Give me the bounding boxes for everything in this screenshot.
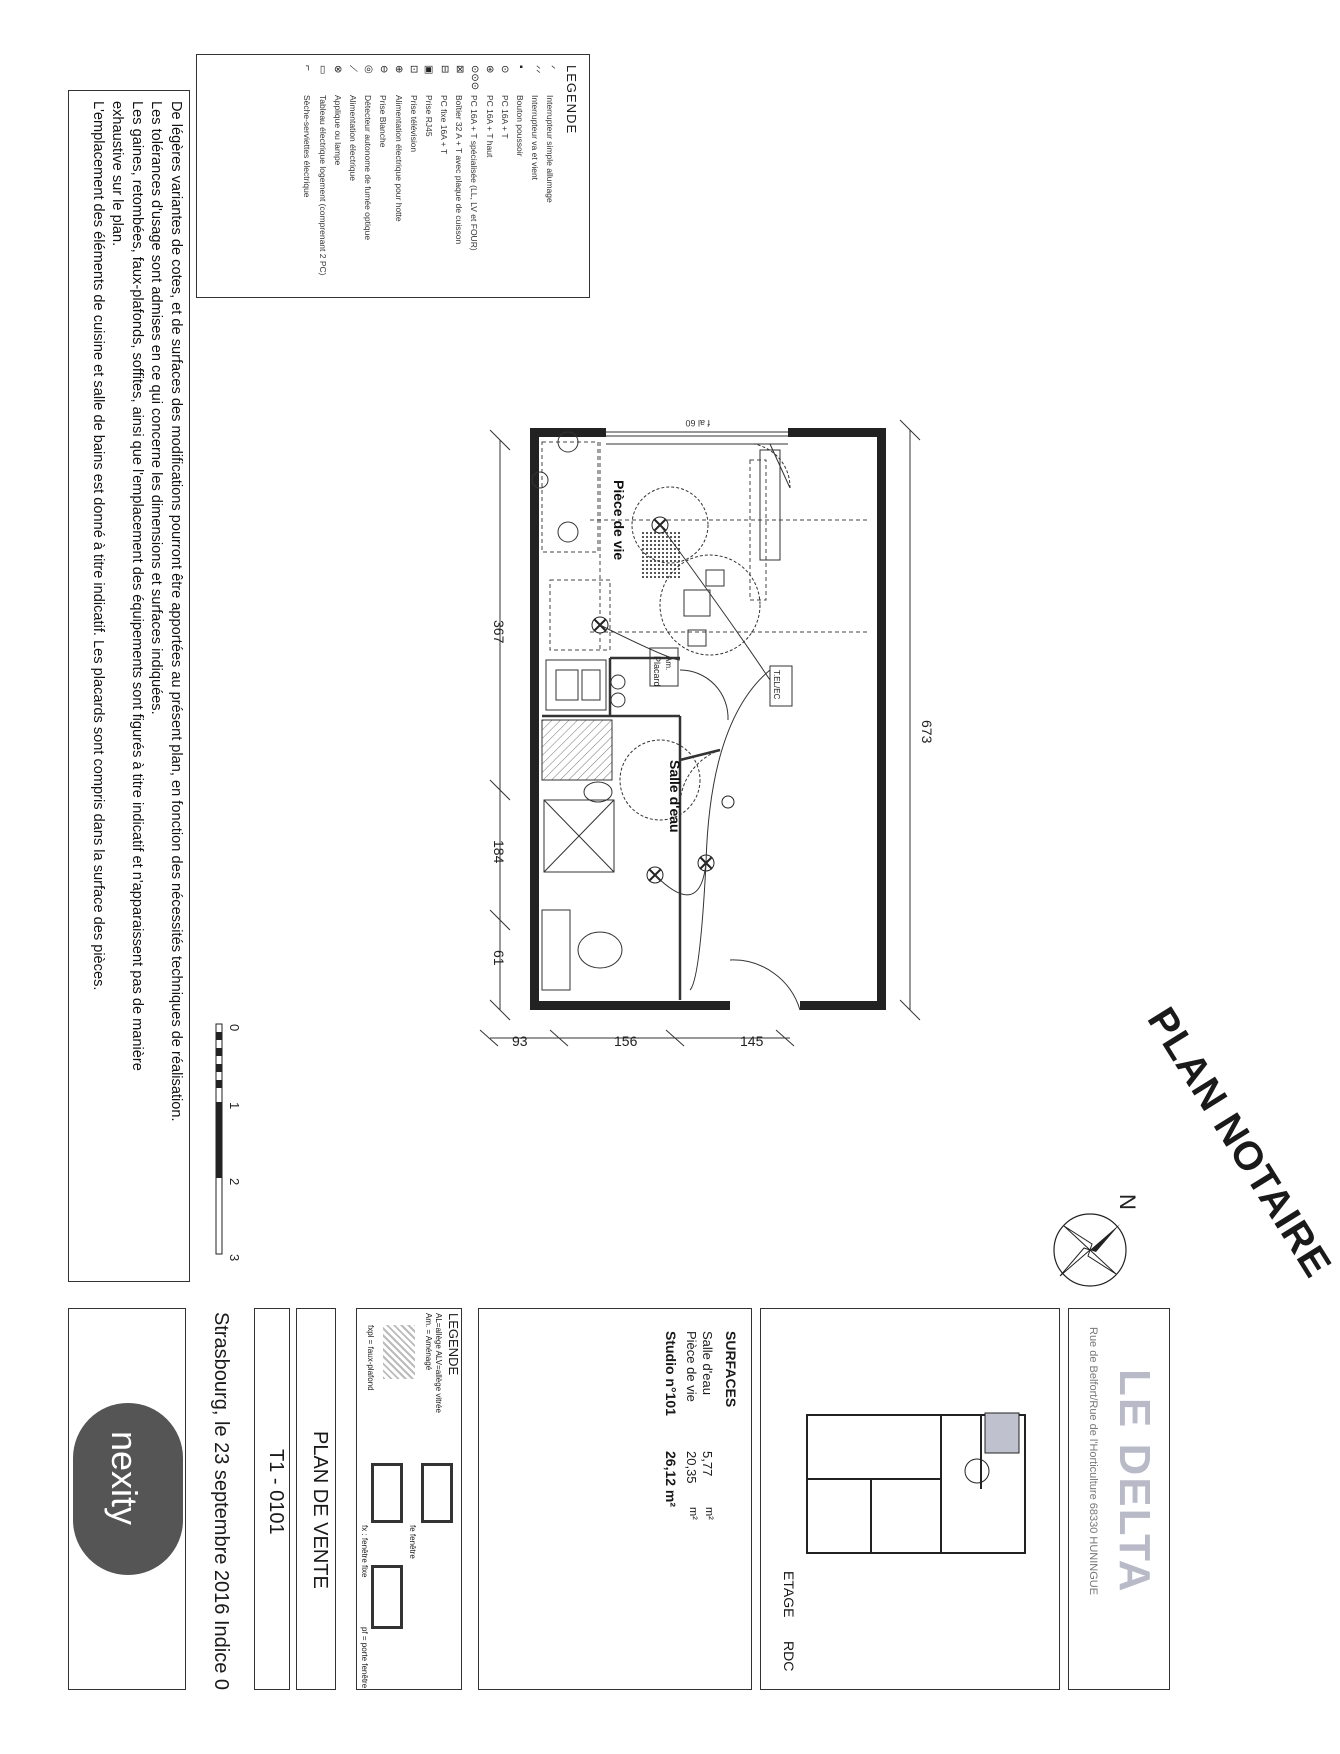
false-ceiling-hatch [542, 720, 612, 780]
legend-label: Prise RJ45 [423, 95, 434, 137]
false-ceiling-swatch [383, 1325, 415, 1379]
wall-south [530, 428, 539, 1010]
disclaimer-box [68, 90, 190, 1282]
disclaimer-line: Les tolérances d'usage sont admises en ce qui concerne les dimensions et surfaces indiquées. [148, 101, 165, 715]
legend2-line: fxpl = faux-plafond [366, 1325, 375, 1391]
legend-row [376, 65, 391, 289]
legend-row [330, 65, 345, 289]
legend-symbol-icon: ⊙⊙⊙ [468, 65, 480, 91]
dim-61: 61 [491, 950, 507, 966]
disclaimer-line: De légères variantes de cotes, et de surfaces des modifications pourront être apportées au présent plan, en fonction des nécessités techniques de réalisation. [168, 101, 184, 1122]
window-symbol-icon [421, 1463, 453, 1523]
fixed-window-symbol-icon [371, 1463, 403, 1523]
wall-bottom-left [530, 1001, 730, 1010]
surfaces-box [478, 1308, 752, 1690]
legend-label: Prise télévision [408, 95, 419, 153]
building-mini-plan [801, 1409, 1031, 1559]
legend-row [361, 65, 376, 289]
plan-de-vente-box [296, 1308, 336, 1690]
tel-label: T.EL/EC [772, 670, 781, 700]
dim-156: 156 [614, 1033, 638, 1049]
nexity-logo-text: nexity [104, 1431, 145, 1526]
scale-label-3: 3 [227, 1254, 242, 1262]
surface-unit: m² [687, 1507, 699, 1520]
legend-row [512, 65, 527, 289]
scale-bar [206, 1018, 246, 1268]
project-name: LE DELTA [1110, 1369, 1159, 1594]
legend-label: Alimentation électrique [347, 95, 358, 181]
legend2-title: LEGENDE [446, 1313, 461, 1376]
surface-total-name: Studio n°101 [663, 1331, 679, 1416]
legend-symbol-icon: ⊠ [453, 65, 465, 74]
legend-label: Applique ou lampe [332, 95, 343, 166]
scale-label-2: 2 [227, 1178, 242, 1186]
legend-label: PC 16A + T haut [484, 95, 495, 158]
disclaimer-line: L'emplacement des éléments de cuisine et salle de bains est donné à titre indicatif. Les placards sont compris dans la surface des pièces. [89, 101, 106, 991]
legend-symbol-icon: ⟋ [347, 65, 359, 72]
placard-sub-label: Am. [664, 656, 673, 671]
surface-name: Pièce de vie [684, 1331, 699, 1402]
window-label: f al 60 [685, 418, 710, 428]
legend2-line: Am. = Aménagé [424, 1313, 433, 1371]
reference-box [254, 1308, 290, 1690]
etage-label: ETAGE [781, 1571, 797, 1618]
legend-symbol-icon: ▣ [423, 65, 435, 75]
legend-row [497, 65, 512, 289]
wall-bottom-right [800, 1001, 886, 1010]
plan-notaire-stamp: PLAN NOTAIRE [1138, 1000, 1340, 1286]
legend-symbol-icon: ⊙ [499, 65, 511, 74]
plan-de-vente: PLAN DE VENTE [309, 1431, 331, 1589]
legend-symbol-icon: ⊛ [484, 65, 496, 74]
legend-label: Alimentation électrique pour hotte [393, 95, 404, 222]
legend-label: Tableau électrique logement (comprenant 2 PC) [317, 95, 328, 276]
french-window-symbol-icon [371, 1565, 403, 1629]
legend-panel [196, 54, 590, 298]
north-arrow-icon [1050, 1180, 1140, 1300]
legend-row [437, 65, 452, 289]
room-bath-label: Salle d'eau [667, 760, 683, 833]
legend-label: PC 16A + T [499, 95, 510, 139]
dim-145: 145 [740, 1033, 764, 1049]
dim-total: 673 [919, 720, 935, 744]
etage-value: RDC [781, 1641, 797, 1672]
legend-title: LEGENDE [564, 65, 579, 135]
legend-label: Détecteur autonome de fumée optique [363, 95, 374, 241]
dim-184: 184 [491, 840, 507, 864]
legend-symbol-icon: ▭ [317, 65, 329, 75]
surface-name: Salle d'eau [700, 1331, 715, 1395]
legend-list [300, 65, 558, 289]
dim-93: 93 [512, 1033, 528, 1049]
legend-row [482, 65, 497, 289]
legend-label: Sèche-serviettes électrique [302, 95, 313, 198]
legend-label: PC fixe 16A + T [439, 95, 450, 155]
legend-symbol-icon: ◎ [362, 65, 374, 74]
legend-row [467, 65, 482, 289]
dim-367: 367 [491, 620, 507, 644]
legend-row [300, 65, 315, 289]
surfaces-title: SURFACES [723, 1331, 739, 1408]
stamp-anchor [1138, 1000, 1340, 1286]
date-line: Strasbourg, le 23 septembre 2016 Indice 0 [210, 1312, 232, 1691]
legend2-fx: fx : fenêtre fixe [360, 1525, 369, 1578]
north-label: N [1115, 1194, 1140, 1210]
disclaimer-line: exhaustive sur le plan. [109, 101, 126, 247]
legend-symbol-icon: ⊗ [332, 65, 344, 74]
room-living-label: Pièce de vie [611, 480, 627, 561]
legend2-line: AL=allège ALV=allège vitrée [434, 1313, 443, 1413]
surface-value: 20,35 [684, 1451, 699, 1484]
project-box [1068, 1308, 1170, 1690]
legend-label: Boîtier 32 A + T avec plaque de cuisson [454, 95, 465, 245]
scale-label-1: 1 [227, 1102, 242, 1110]
wall-north [877, 428, 886, 1010]
disclaimer-line: Les gaines, retombées, faux-plafonds, soffites, ainsi que l'emplacement des équipements sont figurés à titre indicatif et n'apparaissent pas de manière [128, 101, 145, 1071]
legend-label: PC 16A + T spécialisée (LL, LV et FOUR) [469, 95, 480, 251]
legend-row [452, 65, 467, 289]
legend-symbol-icon: ⊟ [438, 65, 450, 74]
placard-label: Placard [652, 656, 662, 687]
logo-box [68, 1308, 186, 1690]
legend-row [528, 65, 543, 289]
reference: T1 - 0101 [265, 1449, 287, 1535]
legend-row [421, 65, 436, 289]
legend-label: Prise Blanche [378, 95, 389, 148]
legend2-pf: pf = porte fenêtre [360, 1627, 369, 1689]
surface-total-value: 26,12 m² [663, 1451, 679, 1508]
legend-label: Interrupteur simple allumage [545, 95, 556, 203]
wall-top-right [788, 428, 886, 437]
surface-value: 5,77 [700, 1451, 715, 1477]
legend-secondary-box [356, 1308, 462, 1690]
legend-row [543, 65, 558, 289]
legend-row [315, 65, 330, 289]
legend-symbol-icon: ᐟᐟ [529, 65, 541, 74]
nexity-logo [73, 1403, 183, 1575]
legend-symbol-icon: ⌐ [301, 65, 313, 71]
legend-symbol-icon: ▪ [514, 65, 526, 69]
legend2-fe: fe fenêtre [408, 1525, 417, 1559]
legend-row [345, 65, 360, 289]
surface-unit: m² [703, 1507, 715, 1520]
etage-box [760, 1308, 1060, 1690]
legend-symbol-icon: ⊖ [377, 65, 389, 74]
legend-symbol-icon: ⊡ [408, 65, 420, 74]
legend-symbol-icon: ᐟ [544, 65, 556, 70]
legend-symbol-icon: ⊕ [393, 65, 405, 74]
floor-plan [470, 420, 940, 1060]
scale-label-0: 0 [227, 1024, 242, 1032]
legend-label: Interrupteur va et vient [530, 95, 541, 181]
date-box [202, 1308, 232, 1690]
legend-label: Bouton poussoir [515, 95, 526, 157]
legend-row [391, 65, 406, 289]
legend-row [406, 65, 421, 289]
project-address: Rue de Belfort/Rue de l'Horticulture 68330 HUNINGUE [1087, 1327, 1099, 1596]
